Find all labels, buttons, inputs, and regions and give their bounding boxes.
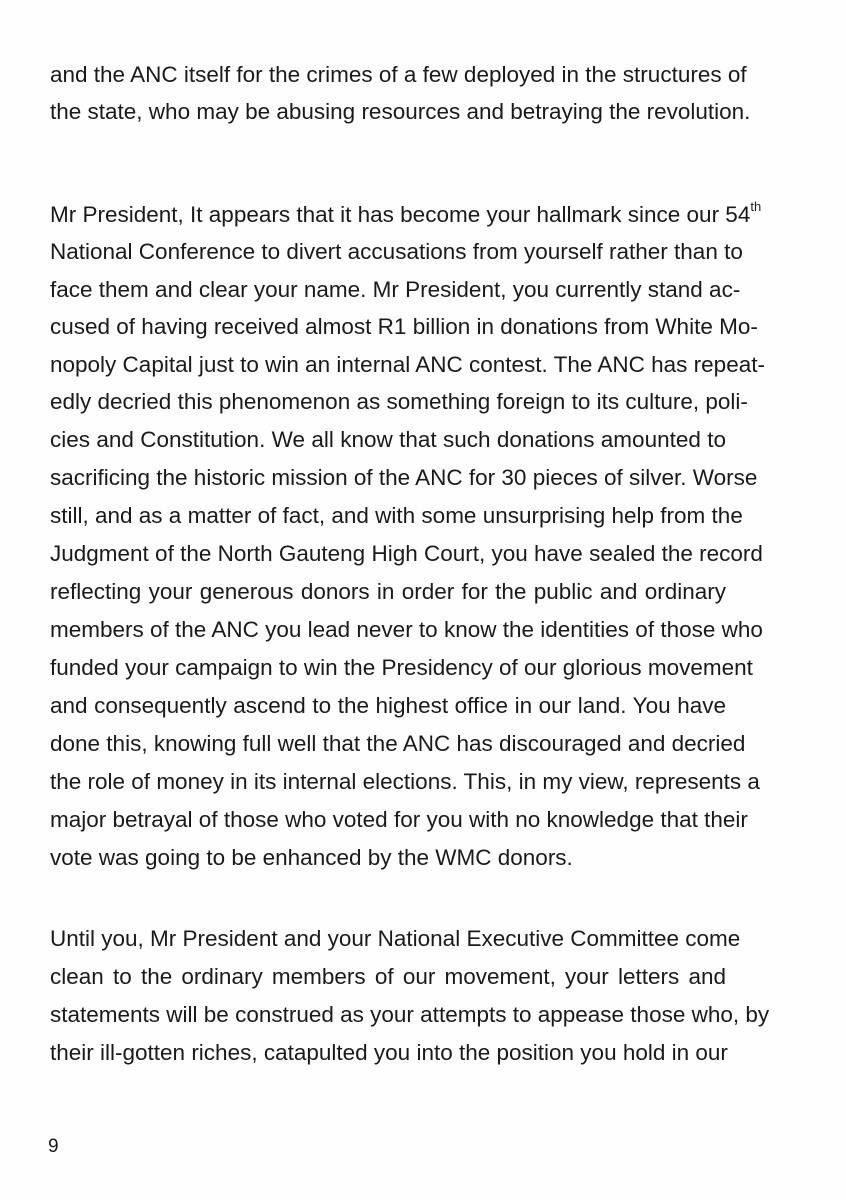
paragraph-1-line-2: the state, who may be abusing resources and betraying the revolution. bbox=[50, 99, 751, 124]
paragraph-2-line-1-text: Mr President, It appears that it has become your hallmark since our 54 bbox=[50, 202, 751, 227]
paragraph-2-line-17: major betrayal of those who voted for you with no knowledge that their bbox=[50, 807, 748, 832]
paragraph-2-line-3: face them and clear your name. Mr President, you currently stand ac- bbox=[50, 277, 741, 302]
paragraph-3-line-1: Until you, Mr President and your National Executive Committee come bbox=[50, 926, 741, 951]
paragraph-2-line-11: reflecting your generous donors in order for the public and ordinary bbox=[50, 579, 726, 604]
paragraph-2-line-5: nopoly Capital just to win an internal ANC contest. The ANC has repeat- bbox=[50, 352, 765, 377]
paragraph-3-line-2: clean to the ordinary members of our movement, your letters and bbox=[50, 964, 726, 989]
paragraph-2-line-16: the role of money in its internal elections. This, in my view, represents a bbox=[50, 769, 760, 794]
paragraph-3-line-4: their ill-gotten riches, catapulted you into the position you hold in our bbox=[50, 1040, 728, 1065]
paragraph-2-line-15: done this, knowing full well that the ANC has discouraged and decried bbox=[50, 731, 746, 756]
paragraph-2-line-6: edly decried this phenomenon as something foreign to its culture, poli- bbox=[50, 389, 748, 414]
paragraph-2-line-12: members of the ANC you lead never to know the identities of those who bbox=[50, 617, 763, 642]
paragraph-2-line-1 bbox=[50, 199, 762, 227]
paragraph-2-line-4: cused of having received almost R1 billion in donations from White Mo- bbox=[50, 314, 758, 339]
paragraph-2-line-13: funded your campaign to win the Presidency of our glorious movement bbox=[50, 655, 753, 680]
paragraph-2-line-7: cies and Constitution. We all know that such donations amounted to bbox=[50, 427, 726, 452]
paragraph-3-line-3: statements will be construed as your attempts to appease those who, by bbox=[50, 1002, 770, 1027]
paragraph-2-line-10: Judgment of the North Gauteng High Court, you have sealed the record bbox=[50, 541, 763, 566]
ordinal-superscript: th bbox=[750, 199, 762, 214]
paragraph-2-line-9: still, and as a matter of fact, and with some unsurprising help from the bbox=[50, 503, 743, 528]
paragraph-2-line-14: and consequently ascend to the highest office in our land. You have bbox=[50, 693, 726, 718]
paragraph-2-line-2: National Conference to divert accusations from yourself rather than to bbox=[50, 239, 743, 264]
paragraph-2-line-8: sacrificing the historic mission of the ANC for 30 pieces of silver. Worse bbox=[50, 465, 758, 490]
paragraph-1-line-1: and the ANC itself for the crimes of a few deployed in the structures of bbox=[50, 62, 747, 87]
paragraph-2-line-18: vote was going to be enhanced by the WMC donors. bbox=[50, 845, 573, 870]
page-number: 9 bbox=[48, 1136, 59, 1157]
